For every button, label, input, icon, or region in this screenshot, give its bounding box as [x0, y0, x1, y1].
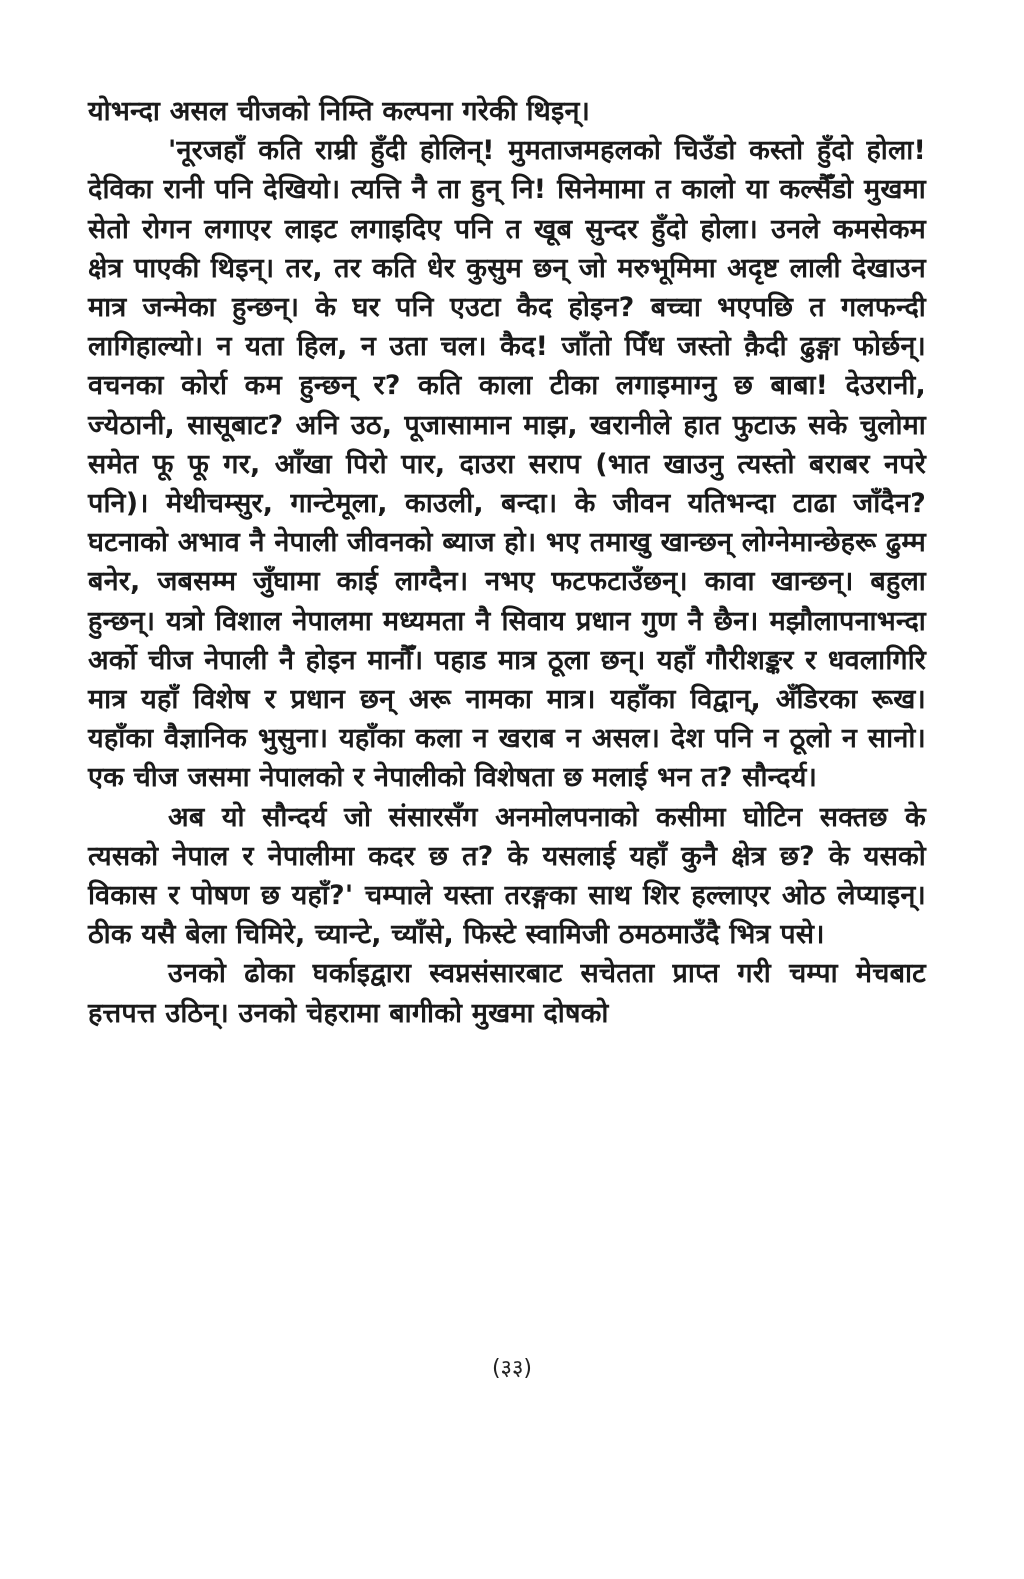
- page-number: (३३): [491, 1356, 533, 1381]
- paragraph-2: 'नूरजहाँ कति राम्री हुँदी होलिन्! मुमताजमहलको चिउँडो कस्तो हुँदो होला! देविका रानी पनि देखियो। त्यत्ति नै ता हुन् नि! सिनेमामा त कालो या कल्सैँडो मुखमा सेतो रोगन लगाएर लाइट लगाइदिए पनि त खूब सुन्दर हुँदो होला। उनले कमसेकम क्षेत्र पाएकी थिइन्। तर, तर कति धेर कुसुम छन् जो मरुभूमिमा अदृष्ट लाली देखाउन मात्र जन्मेका हुन्छन्। के घर पनि एउटा कैद होइन? बच्चा भएपछि त गलफन्दी लागिहाल्यो। न यता हिल, न उता चल। कैद! जाँतो पिँध जस्तो क़ैदी ढुङ्गा फोर्छन्। वचनका कोर्रा कम हुन्छन् र? कति काला टीका लगाइमाग्नु छ बाबा! देउरानी, ज्येठानी, सासूबाट? अनि उठ, पूजासामान माझ, खरानीले हात फुटाऊ सके चुलोमा समेत फू फू गर, आँखा पिरो पार, दाउरा सराप (भात खाउनु त्यस्तो बराबर नपरे पनि)। मेथीचम्सुर, गान्टेमूला, काउली, बन्दा। के जीवन यतिभन्दा टाढा जाँदैन? घटनाको अभाव नै नेपाली जीवनको ब्याज हो। भए तमाखु खान्छन् लोग्नेमान्छेहरू ढुम्म बनेर, जबसम्म जुँघामा काई लाग्दैन। नभए फटफटाउँछन्। कावा खान्छन्। बहुला हुन्छन्। यत्रो विशाल नेपालमा मध्यमता नै सिवाय प्रधान गुण नै छैन। मझौलापनाभन्दा अर्को चीज नेपाली नै होइन मानौँ। पहाड मात्र ठूला छन्। यहाँ गौरीशङ्कर र धवलागिरि मात्र यहाँ विशेष र प्रधान छन् अरू नामका मात्र। यहाँका विद्वान्, अँडिरका रूख। यहाँका वैज्ञानिक भुसुना। यहाँका कला न खराब न असल। देश पनि न ठूलो न सानो। एक चीज जसमा नेपालको र नेपालीको विशेषता छ मलाई भन त? सौन्दर्य।: [88, 135, 926, 794]
- paragraph-4: उनको ढोका घर्काइद्वारा स्वप्नसंसारबाट सचेतता प्राप्त गरी चम्पा मेचबाट हत्तपत्त उठिन्। उनको चेहरामा बागीको मुखमा दोषको: [88, 958, 926, 1029]
- page-body: [88, 92, 926, 1492]
- paragraph-1: योभन्दा असल चीजको निम्ति कल्पना गरेकी थिइन्।: [88, 96, 591, 127]
- paragraph-3: अब यो सौन्दर्य जो संसारसँग अनमोलपनाको कसीमा घोटिन सक्तछ के त्यसको नेपाल र नेपालीमा कदर छ त? के यसलाई यहाँ कुनै क्षेत्र छ? के यसको विकास र पोषण छ यहाँ?' चम्पाले यस्ता तरङ्गका साथ शिर हल्लाएर ओठ लेप्याइन्। ठीक यसै बेला चिमिरे, च्यान्टे, च्याँसे, फिस्टे स्वामिजी ठमठमाउँदै भित्र पसे।: [88, 801, 926, 951]
